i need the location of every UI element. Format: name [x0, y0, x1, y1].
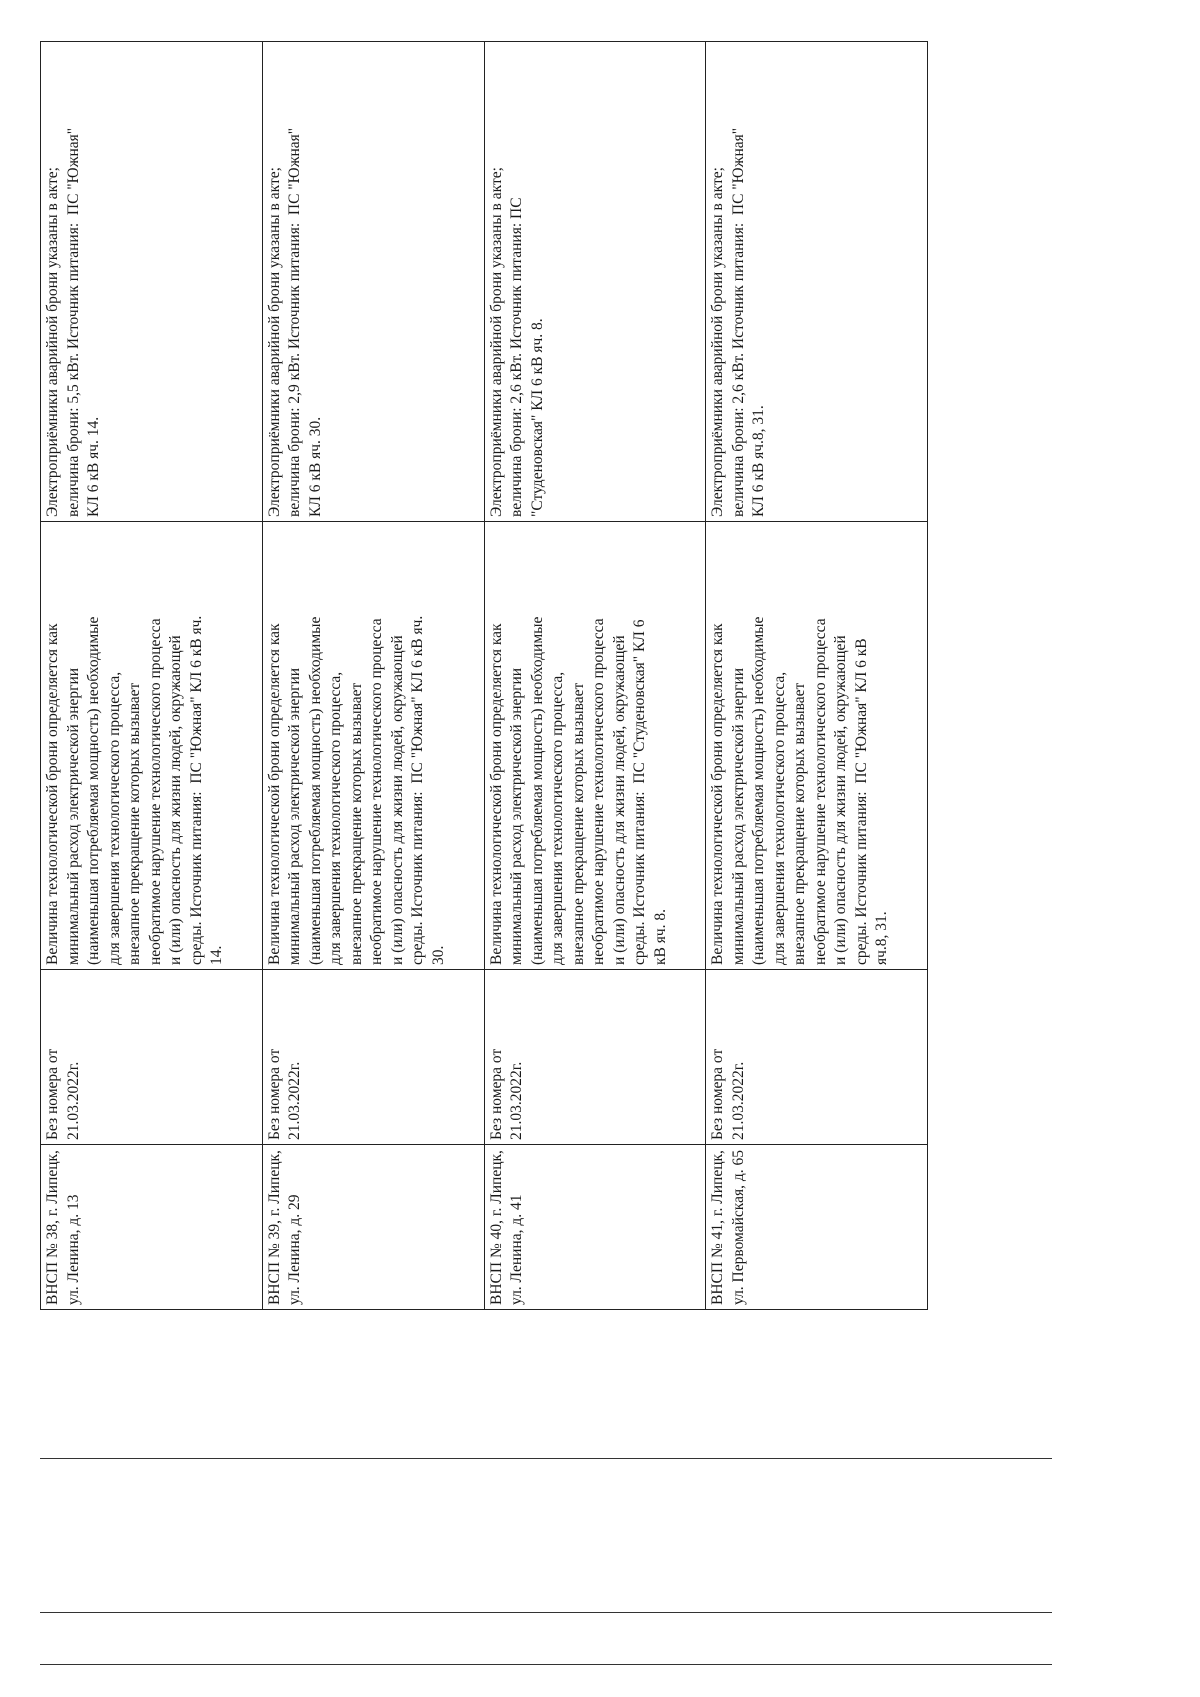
address-cell: ВНСП № 40, г. Липецк, ул. Ленина, д. 41: [484, 1145, 706, 1310]
table-row: [706, 42, 928, 1310]
document-cell: Без номера от 21.03.2022г.: [706, 970, 928, 1145]
document-cell: Без номера от 21.03.2022г.: [484, 970, 706, 1145]
address-cell: ВНСП № 41, г. Липецк, ул. Первомайская, д. 65: [706, 1145, 928, 1310]
address-cell: ВНСП № 38, г. Липецк, ул. Ленина, д. 13: [41, 1145, 263, 1310]
tech-reserve-cell: Величина технологической брони определяется как минимальный расход электрической энергии (наименьшая потребляемая мощность) необходимые для завершения технологического процесса, внезапное прекращение которых вызывает необратимое нарушение технологического процесса и (или) опасность для жизни людей, окружающей среды. Источник питания: ПС "Южная" КЛ 6 кВ яч.8, 31.: [706, 522, 928, 970]
signature-line: [40, 1458, 1052, 1459]
tech-reserve-cell: Величина технологической брони определяется как минимальный расход электрической энергии (наименьшая потребляемая мощность) необходимые для завершения технологического процесса, внезапное прекращение которых вызывает необратимое нарушение технологического процесса и (или) опасность для жизни людей, окружающей среды. Источник питания: ПС "Студеновская" КЛ 6 кВ яч. 8.: [484, 522, 706, 970]
emergency-reserve-cell: Электроприёмники аварийной брони указаны в акте; величина брони: 2,6 кВт. Источник питания: ПС "Южная" КЛ 6 кВ яч.8, 31.: [706, 42, 928, 522]
document-cell: Без номера от 21.03.2022г.: [262, 970, 484, 1145]
tech-reserve-cell: Величина технологической брони определяется как минимальный расход электрической энергии (наименьшая потребляемая мощность) необходимые для завершения технологического процесса, внезапное прекращение которых вызывает необратимое нарушение технологического процесса и (или) опасность для жизни людей, окружающей среды. Источник питания: ПС "Южная" КЛ 6 кВ яч. 30.: [262, 522, 484, 970]
address-cell: ВНСП № 39, г. Липецк, ул. Ленина, д. 29: [262, 1145, 484, 1310]
reserve-table: [40, 41, 928, 1310]
table-row: [484, 42, 706, 1310]
document-cell: Без номера от 21.03.2022г.: [41, 970, 263, 1145]
signature-line: [40, 1664, 1052, 1665]
emergency-reserve-cell: Электроприёмники аварийной брони указаны в акте; величина брони: 2,9 кВт. Источник питания: ПС "Южная" КЛ 6 кВ яч. 30.: [262, 42, 484, 522]
emergency-reserve-cell: Электроприёмники аварийной брони указаны в акте; величина брони: 5,5 кВт. Источник питания: ПС "Южная" КЛ 6 кВ яч. 14.: [41, 42, 263, 522]
emergency-reserve-cell: Электроприёмники аварийной брони указаны в акте; величина брони: 2,6 кВт. Источник питания: ПС "Студеновская" КЛ 6 кВ яч. 8.: [484, 42, 706, 522]
signature-line: [40, 1612, 1052, 1613]
rotated-table-container: [40, 42, 928, 1310]
tech-reserve-cell: Величина технологической брони определяется как минимальный расход электрической энергии (наименьшая потребляемая мощность) необходимые для завершения технологического процесса, внезапное прекращение которых вызывает необратимое нарушение технологического процесса и (или) опасность для жизни людей, окружающей среды. Источник питания: ПС "Южная" КЛ 6 кВ яч. 14.: [41, 522, 263, 970]
table-row: [262, 42, 484, 1310]
table-row: [41, 42, 263, 1310]
